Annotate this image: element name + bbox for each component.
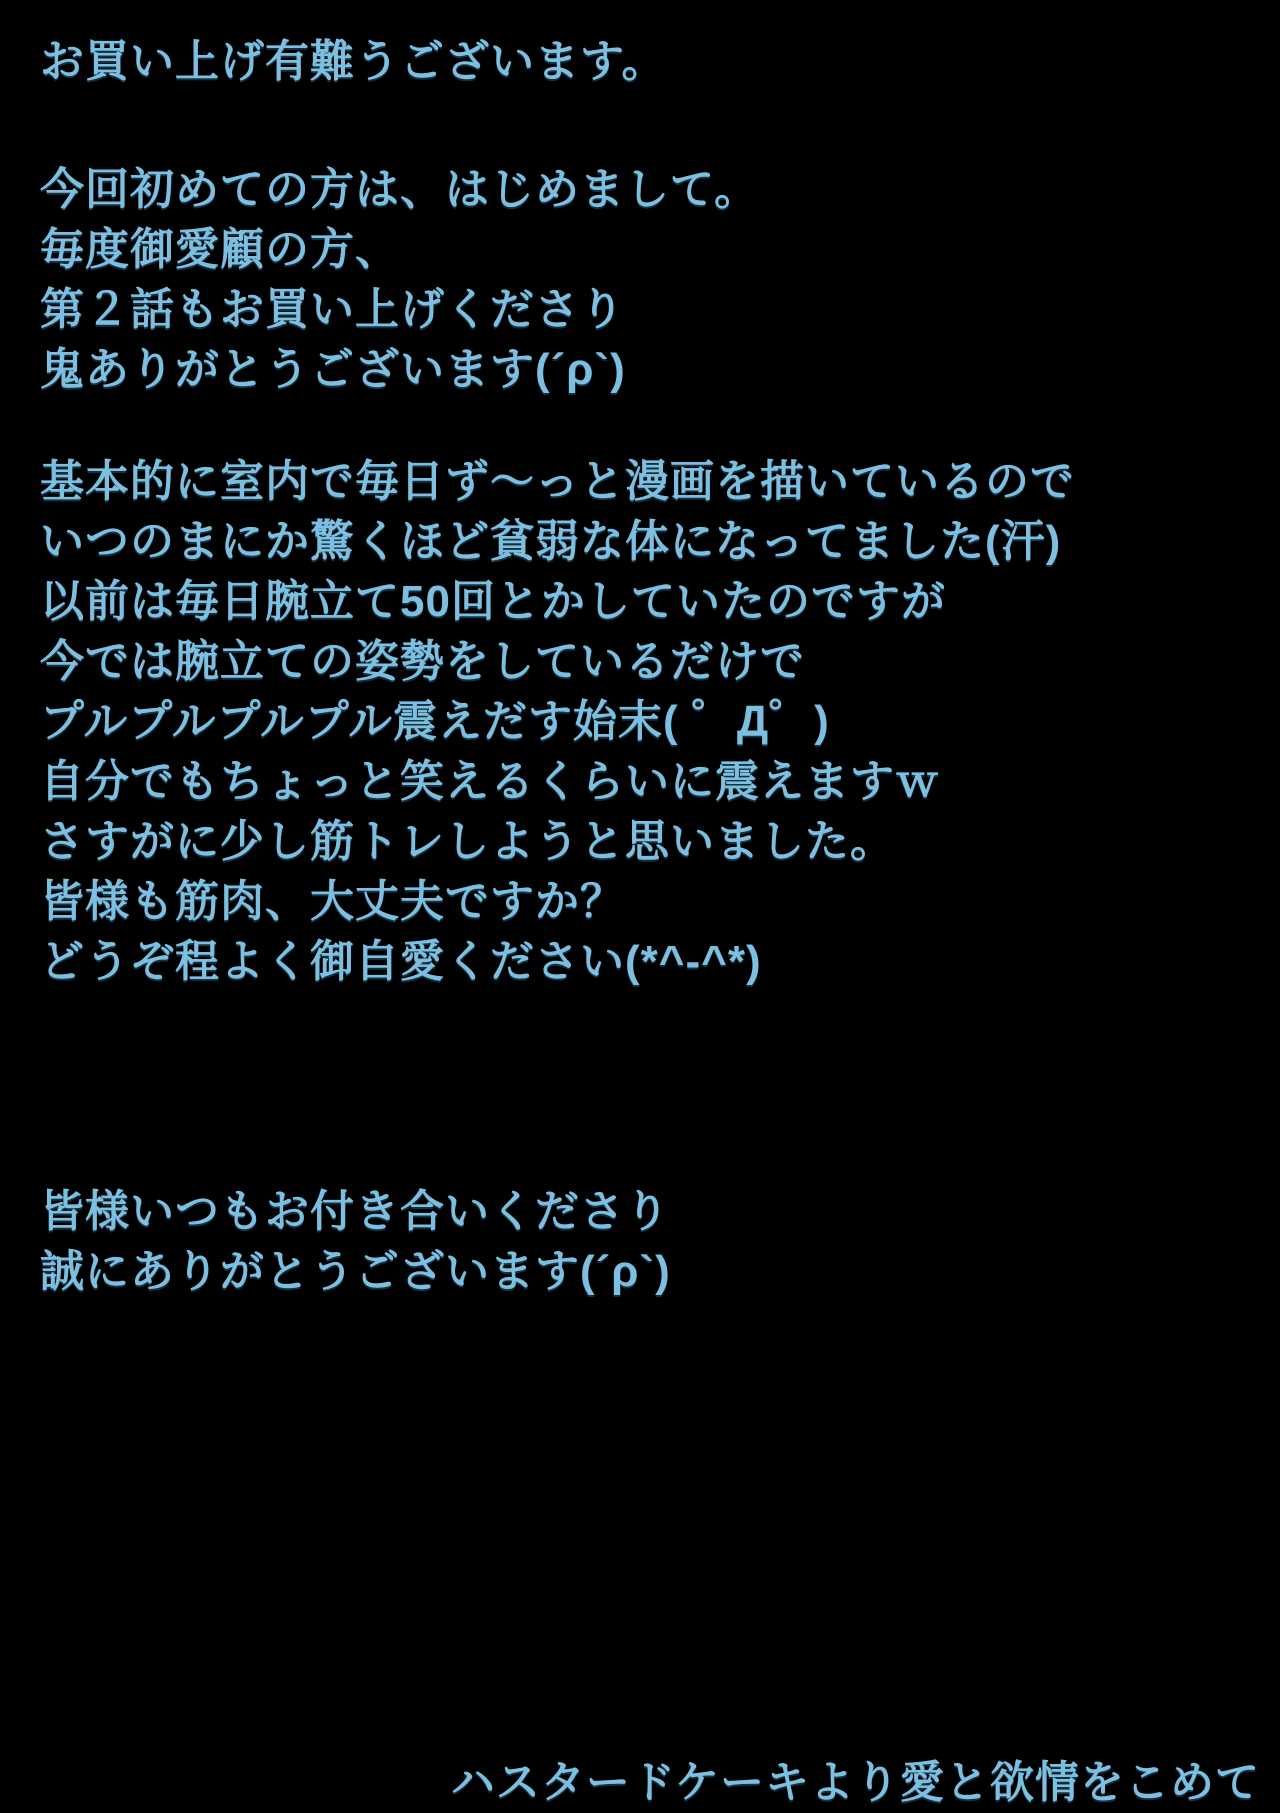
author-signature: ハスタードケーキより愛と欲情をこめて bbox=[450, 1758, 1260, 1807]
text-line: 皆様いつもお付き合いくださり bbox=[40, 1187, 670, 1236]
text-line: 毎度御愛顧の方、 bbox=[40, 225, 400, 274]
text-line: 鬼ありがとうございます(´ρ`) bbox=[40, 345, 626, 394]
text-line: さすがに少し筋トレしようと思いました。 bbox=[40, 817, 895, 866]
paragraph-closing-thanks bbox=[40, 1182, 671, 1302]
text-line: 誠にありがとうございます(´ρ`) bbox=[40, 1247, 671, 1296]
paragraph-body-muscle-story bbox=[40, 452, 1075, 992]
text-line: 今では腕立ての姿勢をしているだけで bbox=[40, 637, 805, 686]
text-line: 自分でもちょっと笑えるくらいに震えますｗ bbox=[40, 757, 940, 806]
text-line: いつのまにか驚くほど貧弱な体になってました(汗) bbox=[40, 517, 1062, 566]
text-line: 以前は毎日腕立て50回とかしていたのですが bbox=[40, 577, 946, 626]
paragraph-greeting bbox=[40, 160, 759, 400]
text-line: 第２話もお買い上げくださり bbox=[40, 285, 625, 334]
text-line: プルプルプルプル震えだす始末( ゜Д゜) bbox=[40, 697, 830, 746]
text-line: 皆様も筋肉、大丈夫ですか？ bbox=[40, 877, 625, 926]
paragraph-purchase-thanks bbox=[40, 32, 666, 92]
text-line: 今回初めての方は、はじめまして。 bbox=[40, 165, 760, 214]
text-line: 基本的に室内で毎日ず～っと漫画を描いているので bbox=[40, 457, 1075, 506]
text-line: お買い上げ有難うございます。 bbox=[40, 37, 667, 86]
text-line: どうぞ程よく御自愛ください(*^-^*) bbox=[40, 937, 762, 986]
